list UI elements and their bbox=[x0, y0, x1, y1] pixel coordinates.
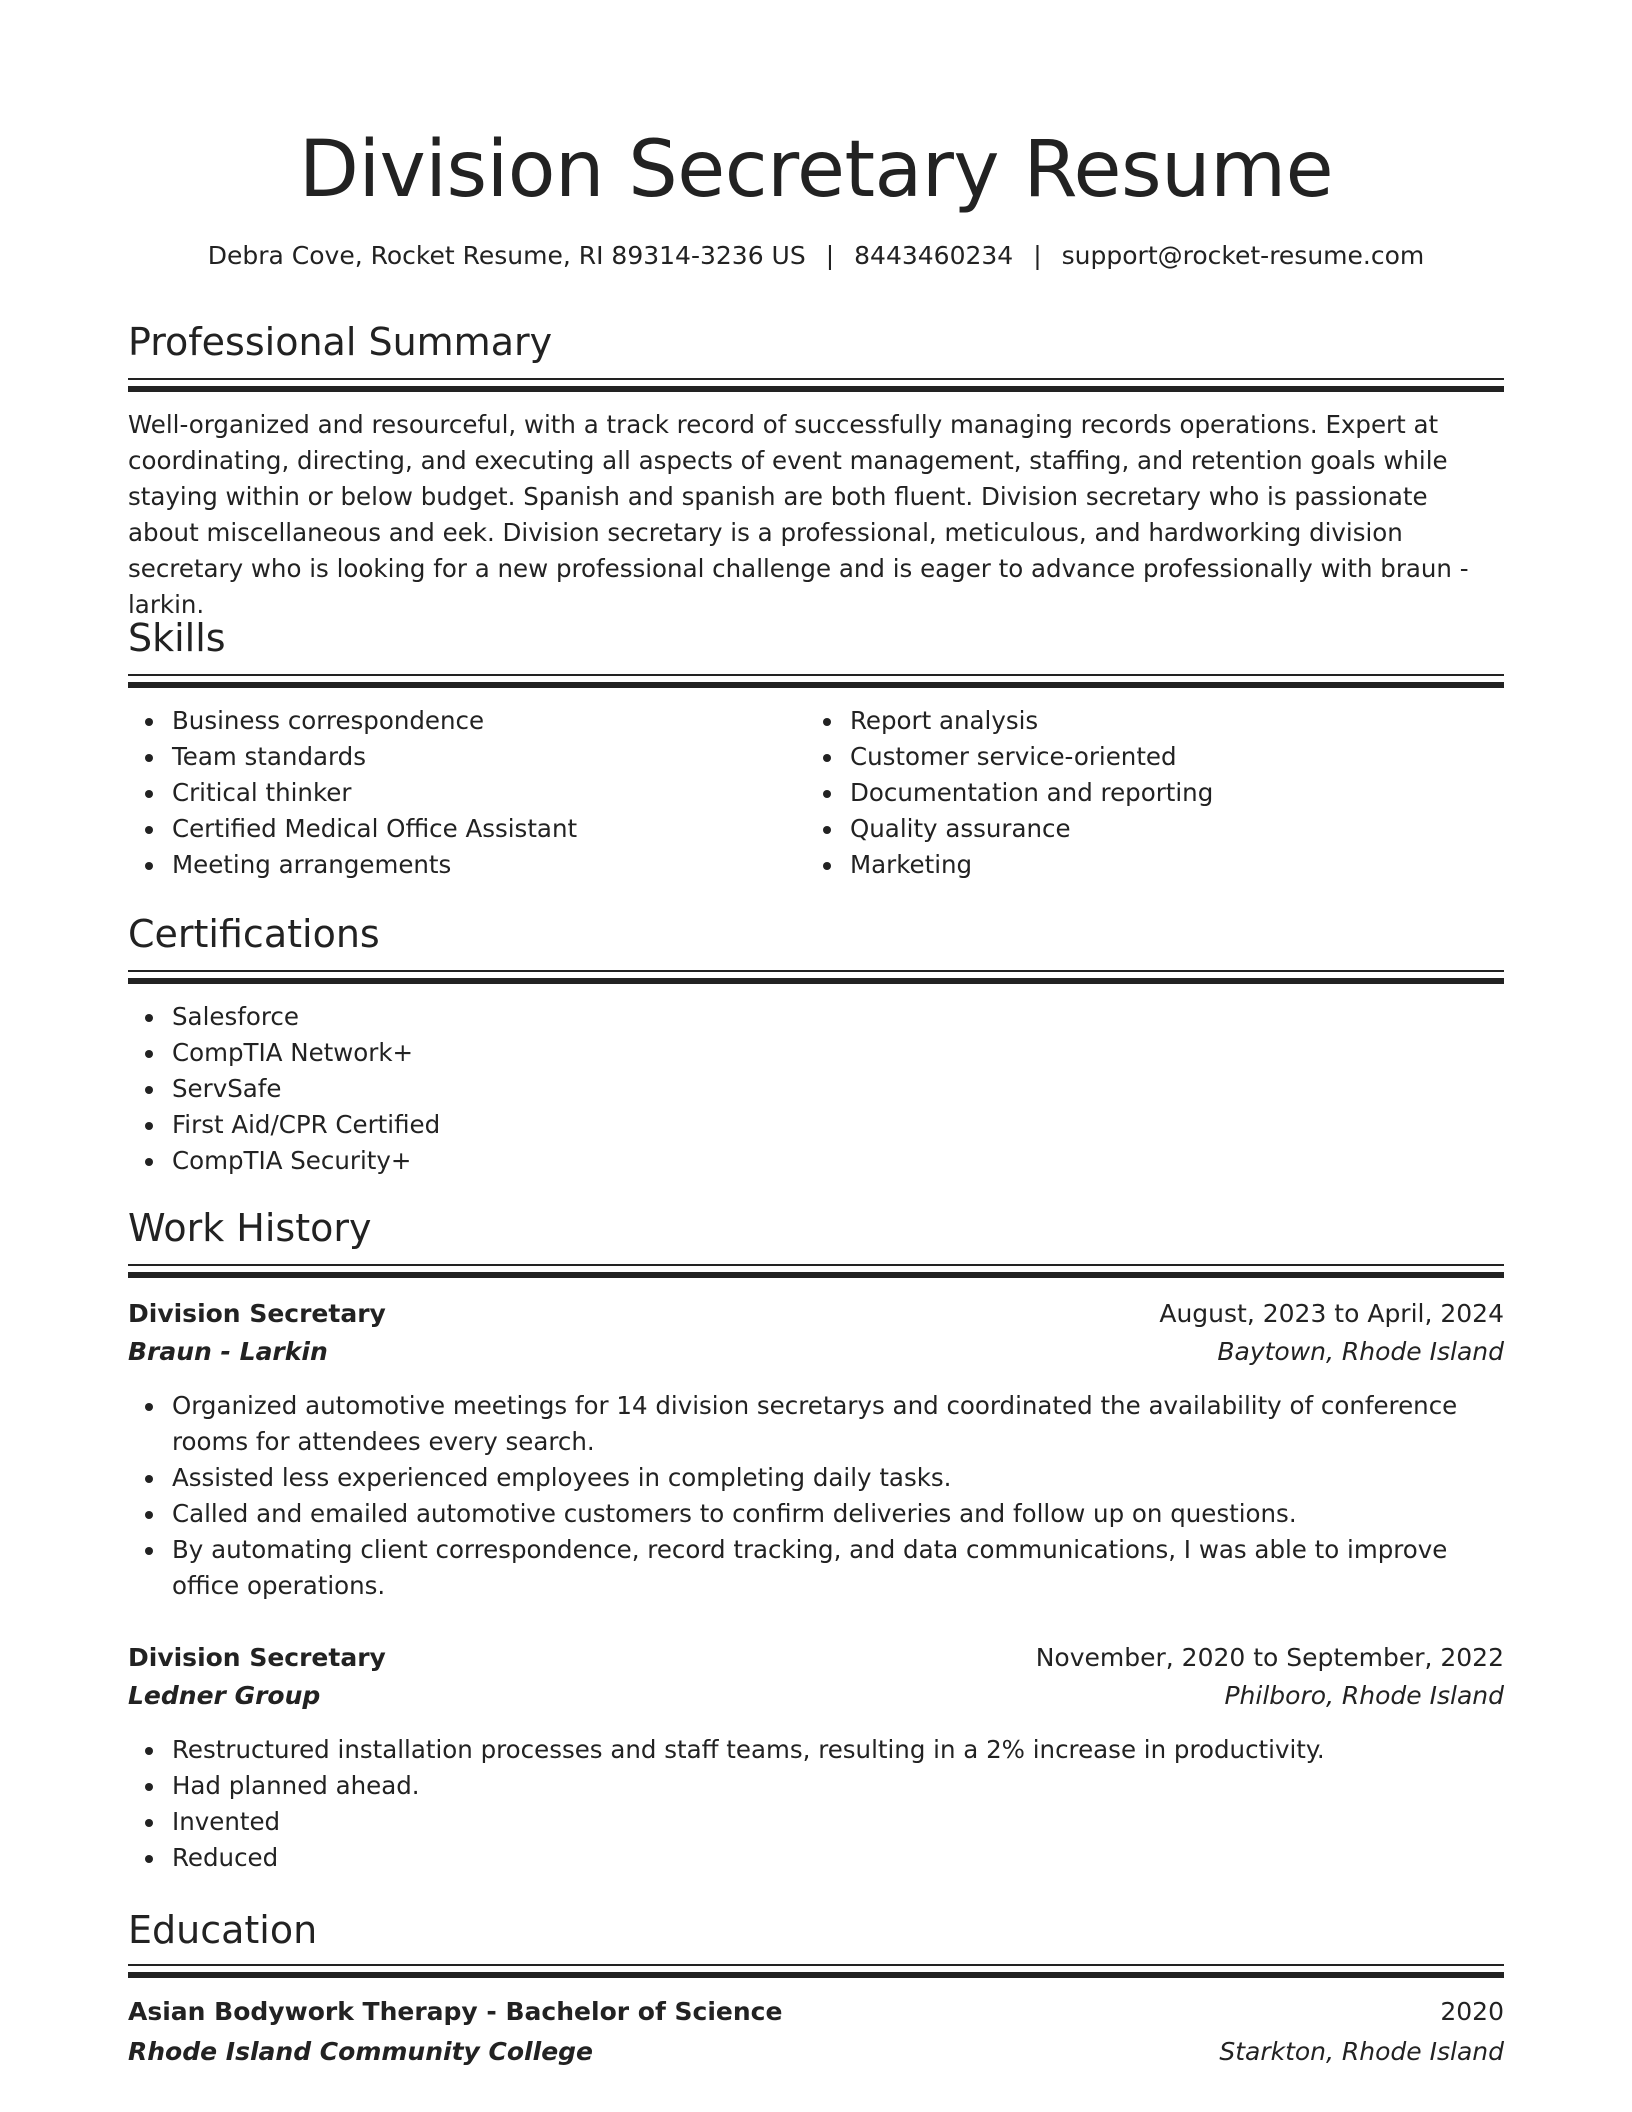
job-dates: August, 2023 to April, 2024 bbox=[1159, 1299, 1504, 1328]
job-bullet: Called and emailed automotive customers to confirm deliveries and follow up on questions. bbox=[172, 1496, 1504, 1532]
section-divider bbox=[128, 378, 1504, 380]
job-location: Philboro, Rhode Island bbox=[1224, 1681, 1504, 1710]
skill-item: Report analysis bbox=[850, 703, 1500, 739]
job-bullet: By automating client correspondence, record tracking, and data communications, I was able to improve office operations. bbox=[172, 1532, 1504, 1604]
certifications-section-header bbox=[128, 910, 1504, 958]
job-bullet: Organized automotive meetings for 14 division secretarys and coordinated the availability of conference rooms for attendees every search. bbox=[172, 1388, 1504, 1460]
job-subheader bbox=[128, 1677, 1504, 1715]
section-divider bbox=[128, 1264, 1504, 1266]
job-title: Division Secretary bbox=[128, 1643, 386, 1672]
job-subheader bbox=[128, 1333, 1504, 1371]
skill-item: Business correspondence bbox=[172, 703, 792, 739]
job-header bbox=[128, 1295, 1504, 1333]
certification-item: ServSafe bbox=[172, 1071, 1504, 1107]
resume-title: Division Secretary Resume bbox=[298, 125, 1334, 215]
skill-item: Team standards bbox=[172, 739, 792, 775]
certification-item: CompTIA Network+ bbox=[172, 1035, 1504, 1071]
certifications-list bbox=[128, 999, 1504, 1179]
skills-section-header bbox=[128, 614, 1504, 662]
skill-item: Marketing bbox=[850, 847, 1500, 883]
section-divider bbox=[128, 1964, 1504, 1966]
certification-item: CompTIA Security+ bbox=[172, 1143, 1504, 1179]
job-bullet: Assisted less experienced employees in completing daily tasks. bbox=[172, 1460, 1504, 1496]
summary-text: Well-organized and resourceful, with a track record of successfully managing records operations. Expert at coordinating, directing, and executing all aspects of event management, staffing, and retention goals while staying within or below budget. Spanish and spanish are both fluent. Division secretary who is passionate about miscellaneous and eek. Division secretary is a professional, meticulous, and hardworking division secretary who is looking for a new professional challenge and is eager to advance professionally with braun - larkin. bbox=[128, 410, 1469, 619]
job-company: Ledner Group bbox=[128, 1681, 321, 1710]
contact-separator: | bbox=[1033, 241, 1042, 270]
education-location: Starkton, Rhode Island bbox=[1219, 2037, 1504, 2066]
job-bullets bbox=[128, 1732, 1504, 1876]
job-bullets bbox=[128, 1388, 1504, 1604]
education-header bbox=[128, 1993, 1504, 2031]
education-heading: Education bbox=[128, 1908, 318, 1952]
summary-section-header bbox=[128, 318, 1504, 366]
skill-item: Certified Medical Office Assistant bbox=[172, 811, 792, 847]
job-header bbox=[128, 1639, 1504, 1677]
contact-phone: 8443460234 bbox=[854, 241, 1014, 270]
job-location: Baytown, Rhode Island bbox=[1217, 1337, 1504, 1366]
skills-list-right bbox=[806, 703, 1500, 883]
job-bullet: Invented bbox=[172, 1804, 1504, 1840]
section-divider bbox=[128, 1972, 1504, 1978]
section-divider bbox=[128, 970, 1504, 972]
job-dates: November, 2020 to September, 2022 bbox=[1035, 1643, 1504, 1672]
section-divider bbox=[128, 674, 1504, 676]
contact-line bbox=[128, 238, 1504, 274]
work-heading: Work History bbox=[128, 1206, 372, 1250]
skill-item: Critical thinker bbox=[172, 775, 792, 811]
section-divider bbox=[128, 1272, 1504, 1278]
contact-separator: | bbox=[825, 241, 835, 270]
job-company: Braun - Larkin bbox=[128, 1337, 328, 1366]
skills-list-left bbox=[128, 703, 792, 883]
certification-item: Salesforce bbox=[172, 999, 1504, 1035]
education-degree: Asian Bodywork Therapy - Bachelor of Science bbox=[128, 1997, 783, 2026]
job-bullet: Restructured installation processes and staff teams, resulting in a 2% increase in productivity. bbox=[172, 1732, 1504, 1768]
certifications-heading: Certifications bbox=[128, 912, 380, 956]
education-school: Rhode Island Community College bbox=[128, 2037, 594, 2066]
section-divider bbox=[128, 978, 1504, 984]
contact-address: Debra Cove, Rocket Resume, RI 89314-3236 US bbox=[207, 241, 806, 270]
education-year: 2020 bbox=[1440, 1997, 1504, 2026]
education-section-header bbox=[128, 1906, 1504, 1954]
job-title: Division Secretary bbox=[128, 1299, 386, 1328]
skill-item: Documentation and reporting bbox=[850, 775, 1500, 811]
skill-item: Quality assurance bbox=[850, 811, 1500, 847]
skill-item: Customer service-oriented bbox=[850, 739, 1500, 775]
section-divider bbox=[128, 386, 1504, 392]
job-bullet: Had planned ahead. bbox=[172, 1768, 1504, 1804]
contact-email: support@rocket-resume.com bbox=[1061, 241, 1425, 270]
education-subheader bbox=[128, 2033, 1504, 2071]
skills-heading: Skills bbox=[128, 616, 226, 660]
summary-heading: Professional Summary bbox=[128, 320, 553, 364]
certification-item: First Aid/CPR Certified bbox=[172, 1107, 1504, 1143]
job-bullet: Reduced bbox=[172, 1840, 1504, 1876]
skill-item: Meeting arrangements bbox=[172, 847, 792, 883]
work-section-header bbox=[128, 1204, 1504, 1252]
section-divider bbox=[128, 682, 1504, 688]
